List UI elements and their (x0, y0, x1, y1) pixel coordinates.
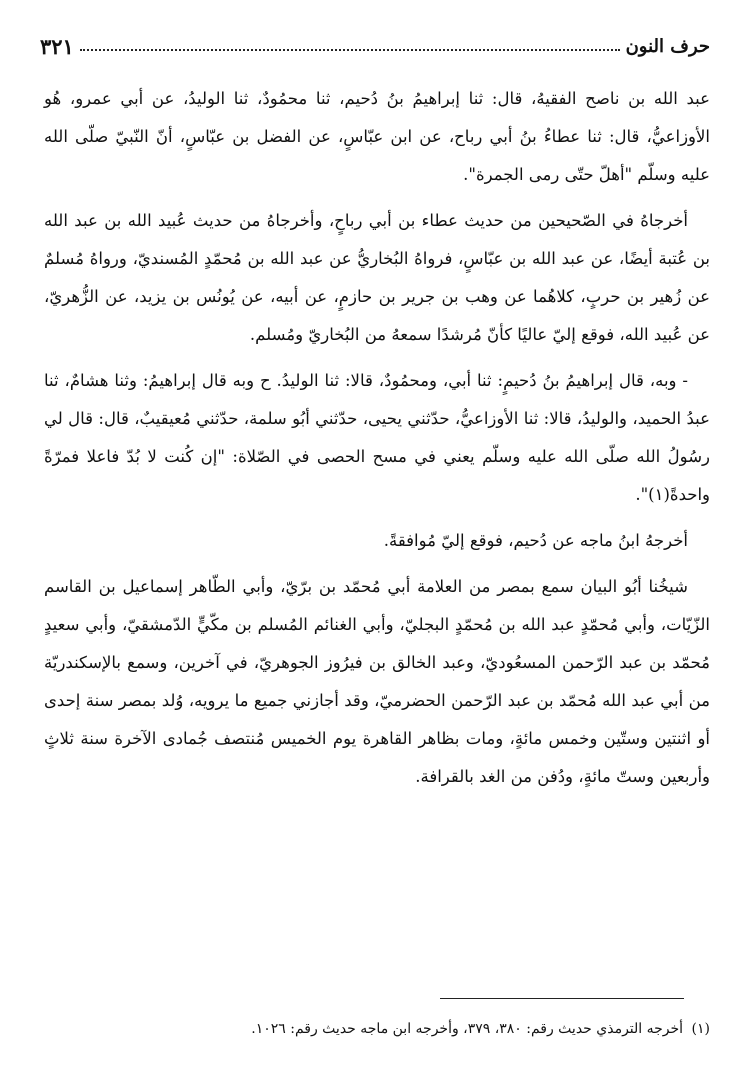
paragraph-3: - وبه، قال إبراهيمُ بنُ دُحيمٍ: ثنا أبي، ومحمُودٌ، قالا: ثنا الوليدُ. ح وبه قال إبراهيمُ: وثنا هشامٌ، ثنا عبدُ الحميد، والوليدُ، قالا: ثنا الأوزاعيُّ، حدّثني يحيى، حدّثني أبُو سلمة، حدّثني مُعيقيبٌ، قال: قال لي رسُولُ الله صلّى الله عليه وسلّم يعني في مسح الحصى في الصّلاة: "إن كُنت لا بُدّ فاعلا فمرّةً واحدةً(١)". (44, 371, 710, 504)
page-number: ٣٢١ (40, 33, 74, 59)
paragraph-1: عبد الله بن ناصح الفقيهُ، قال: ثنا إبراهيمُ بنُ دُحيم، ثنا محمُودٌ، ثنا الوليدُ، عن أبي عمرو، هُو الأوزاعيُّ، قال: ثنا عطاءُ بنُ أبي رباح، عن ابن عبّاسٍ، عن الفضل بن عبّاسٍ، أنّ النّبيّ صلّى الله عليه وسلّم "أهلّ حتّى رمى الجمرة". (44, 89, 711, 184)
paragraph-4: أخرجهُ ابنُ ماجه عن دُحيم، فوقع إليّ مُوافقةً. (383, 531, 688, 550)
footnote-marker: (١) (691, 1021, 710, 1037)
header-leader-dots (80, 41, 620, 51)
page-header (40, 26, 710, 66)
footnote-text: أخرجه الترمذي حديث رقم: ٣٨٠، ٣٧٩، وأخرجه ابن ماجه حديث رقم: ١٠٢٦. (251, 1021, 684, 1037)
footnote (150, 1018, 710, 1040)
paragraph-5: شيخُنا أبُو البيان سمع بمصر من العلامة أبي مُحمّد بن برّيّ، وأبي الطّاهر إسماعيل بن القاسم الزّيّات، وأبي مُحمّدٍ عبد الله بن مُحمّدٍ البجليّ، وأبي الغنائم المُسلم بن مكّيٍّ الدّمشقيّ، وأبي سعيدٍ مُحمّد بن عبد الرّحمن المسعُوديّ، وعبد الخالق بن فيرُوز الجوهريّ، في آخرين، وسمع بالإسكندريّة من أبي عبد الله مُحمّد بن عبد الرّحمن الحضرميّ، وقد أجازني جميع ما يرويه، وُلد بمصر سنة إحدى أو اثنتين وستّين وخمس مائةٍ، ومات بظاهر القاهرة يوم الخميس مُنتصف جُمادى الآخرة سنة ثلاثٍ وأربعين وستّ مائةٍ، ودُفن من الغد بالقرافة. (44, 577, 710, 786)
paragraph-2: أخرجاهُ في الصّحيحين من حديث عطاء بن أبي رباحٍ، وأخرجاهُ من حديث عُبيد الله بن عبد الله بن عُتبة أيضًا، عن عبد الله بن عبّاسٍ، فرواهُ البُخاريُّ عن عبد الله بن مُحمّدٍ المُسنديّ، ورواهُ مُسلمٌ عن زُهير بن حربٍ، كلاهُما عن وهب بن جرير بن حازمٍ، عن أبيه، عن يُونُس بن يزيد، عن الزُّهريّ، عن عُبيد الله، فوقع إليّ عاليًا كأنّ مُرشدًا سمعهُ من البُخاريّ ومُسلم. (44, 211, 710, 344)
section-title: حرف النون (625, 35, 710, 57)
main-text (44, 80, 710, 804)
footnote-divider (440, 998, 684, 999)
